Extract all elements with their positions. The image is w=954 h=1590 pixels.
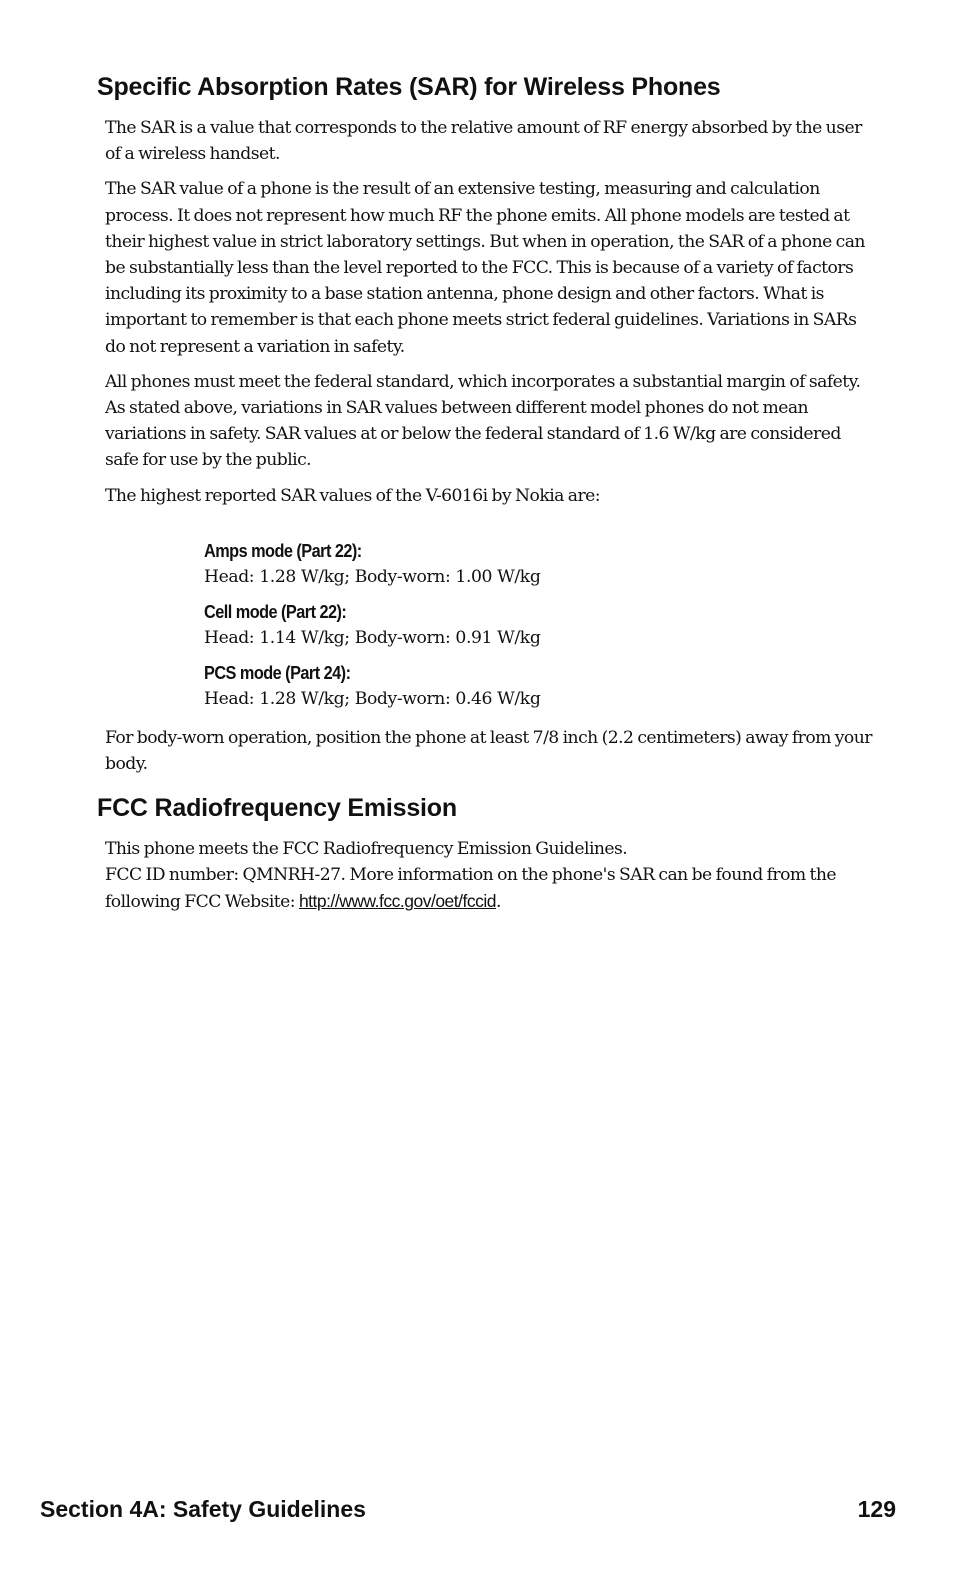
fcc-line-2-end: . <box>496 892 501 913</box>
cell-mode-label: Cell mode (Part 22): <box>204 601 347 622</box>
pcs-mode-label: PCS mode (Part 24): <box>204 662 351 683</box>
fcc-line-2 <box>105 862 875 915</box>
sar-values-list <box>204 538 884 721</box>
fcc-website-link[interactable]: http://www.fcc.gov/oet/fccid <box>298 891 496 912</box>
sar-body <box>105 115 875 518</box>
fcc-body <box>105 836 875 916</box>
sar-paragraph-3: All phones must meet the federal standard, which incorporates a substantial margin of safety. As stated above, variations in SAR values between different model phones do not mean variations in safety. SAR values at or below the federal standard of 1.6 W/kg are considered safe for use by the public. <box>105 371 861 471</box>
pcs-mode-values: Head: 1.28 W/kg; Body-worn: 0.46 W/kg <box>204 689 541 709</box>
fcc-heading: FCC Radiofrequency Emission <box>97 794 457 822</box>
fcc-line-2-text: FCC ID number: QMNRH-27. More information on the phone's SAR can be found from the following FCC Website: <box>105 865 837 913</box>
sar-closing: For body-worn operation, position the phone at least 7/8 inch (2.2 centimeters) away from your body. <box>105 728 872 775</box>
footer-section-title: Section 4A: Safety Guidelines <box>40 1496 366 1522</box>
cell-mode-values: Head: 1.14 W/kg; Body-worn: 0.91 W/kg <box>204 628 541 648</box>
sar-heading: Specific Absorption Rates (SAR) for Wireless Phones <box>97 73 721 101</box>
page-number: 129 <box>857 1496 896 1522</box>
amps-mode-label: Amps mode (Part 22): <box>204 540 362 561</box>
fcc-line-1: This phone meets the FCC Radiofrequency Emission Guidelines. <box>105 839 628 859</box>
sar-closing-block <box>105 725 875 786</box>
sar-paragraph-1: The SAR is a value that corresponds to the relative amount of RF energy absorbed by the user of a wireless handset. <box>105 118 862 165</box>
sar-paragraph-4: The highest reported SAR values of the V-6016i by Nokia are: <box>105 485 600 506</box>
sar-paragraph-2: The SAR value of a phone is the result of an extensive testing, measuring and calculation process. It does not represent how much RF the phone emits. All phone models are tested at their highest value in strict laboratory settings. But when in operation, the SAR of a phone can be substantially less than the level reported to the FCC. This is because of a variety of factors including its proximity to a base station antenna, phone design and other factors. What is important to remember is that each phone meets strict federal guidelines. Variations in SARs do not represent a variation in safety. <box>105 179 865 357</box>
amps-mode-values: Head: 1.28 W/kg; Body-worn: 1.00 W/kg <box>204 567 541 587</box>
